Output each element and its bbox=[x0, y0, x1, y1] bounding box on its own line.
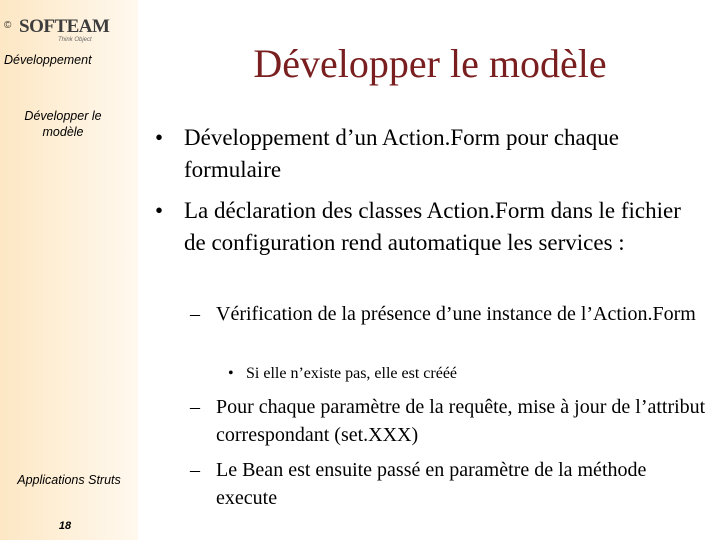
sub-bullet-marker: – bbox=[190, 459, 200, 481]
sub-sub-bullet-marker: • bbox=[228, 365, 234, 382]
page-number: 18 bbox=[58, 520, 72, 532]
sub-bullet-text: Pour chaque paramètre de la requête, mise à jour de l’attribut correspondant (set.XXX) bbox=[216, 396, 706, 446]
sub-sub-bullet-text: Si elle n’existe pas, elle est crééé bbox=[246, 365, 458, 382]
sidebar-footer: Applications Struts bbox=[17, 473, 121, 487]
sub-bullet-text: Le Bean est ensuite passé en paramètre de la méthode execute bbox=[216, 459, 647, 509]
sub-bullet-marker: – bbox=[190, 303, 200, 325]
copyright-mark: © bbox=[4, 20, 12, 31]
sidebar bbox=[0, 0, 138, 540]
sidebar-current-topic: Développer le modèle bbox=[24, 109, 102, 139]
logo-tagline: Think Object bbox=[58, 37, 92, 43]
sub-bullet-text: Vérification de la présence d’une instance de l’Action.Form bbox=[216, 303, 696, 325]
slide-title: Développer le modèle bbox=[253, 41, 607, 86]
softeam-logo bbox=[2, 8, 110, 43]
logo-brand: SOFTEAM bbox=[19, 16, 110, 37]
bullet-marker: • bbox=[155, 125, 164, 150]
bullet-marker: • bbox=[155, 198, 164, 223]
sub-bullet-marker: – bbox=[190, 396, 200, 418]
sidebar-section-title: Développement bbox=[4, 53, 92, 67]
bullet-text: Développement d’un Action.Form pour chaque formulaire bbox=[184, 125, 619, 182]
bullet-text: La déclaration des classes Action.Form dans le fichier de configuration rend automatique les services : bbox=[184, 198, 681, 255]
